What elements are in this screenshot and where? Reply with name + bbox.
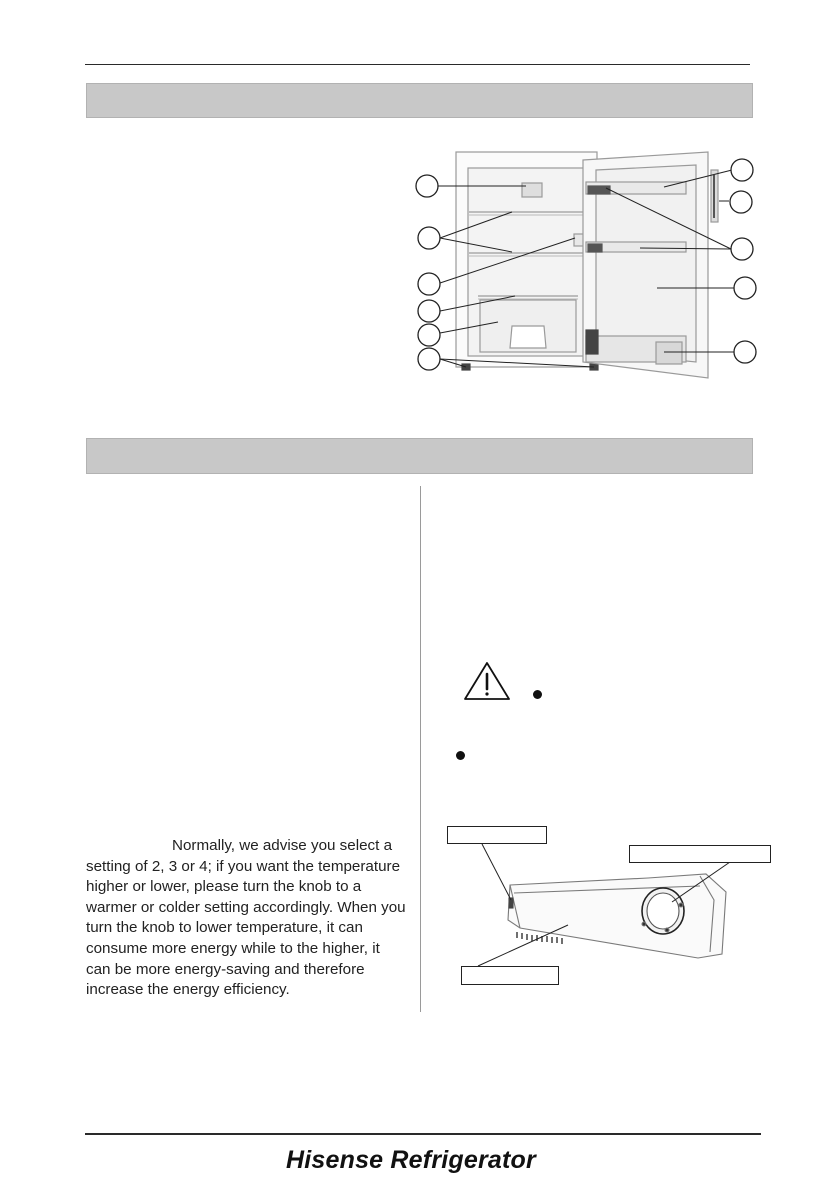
label-box-lamp bbox=[461, 966, 559, 985]
brand-footer: Hisense Refrigerator bbox=[286, 1146, 536, 1174]
paragraph-text: Normally, we advise you select a setting of 2, 3 or 4; if you want the temperature higher or lower, please turn the knob to a warmer or colder setting accordingly. When you turn the knob to lower temperature, it can consume more energy while to the higher, it can be more energy-saving and therefore increase the energy efficiency. bbox=[86, 837, 406, 999]
callout-circle bbox=[418, 324, 440, 346]
callout-circle bbox=[730, 191, 752, 213]
callout-circle bbox=[734, 341, 756, 363]
fridge-diagram bbox=[0, 140, 839, 540]
callout-circle bbox=[418, 348, 440, 370]
callout-circle bbox=[418, 273, 440, 295]
bottom-rule bbox=[85, 1133, 761, 1135]
door bbox=[583, 152, 718, 378]
callout-circle bbox=[418, 300, 440, 322]
label-box-light-switch bbox=[447, 826, 547, 844]
label-box-knob bbox=[629, 845, 771, 863]
callout-circle bbox=[734, 277, 756, 299]
callout-circle bbox=[416, 175, 438, 197]
cabinet bbox=[456, 152, 598, 370]
callout-circle bbox=[418, 227, 440, 249]
callout-circle bbox=[731, 238, 753, 260]
top-rule bbox=[85, 64, 750, 65]
callout-circle bbox=[731, 159, 753, 181]
bullet-icon bbox=[533, 690, 542, 699]
section-header-temperature bbox=[86, 438, 753, 474]
bullet-icon bbox=[456, 751, 465, 760]
warning-triangle-icon bbox=[462, 660, 512, 702]
section-header-parts bbox=[86, 83, 753, 118]
